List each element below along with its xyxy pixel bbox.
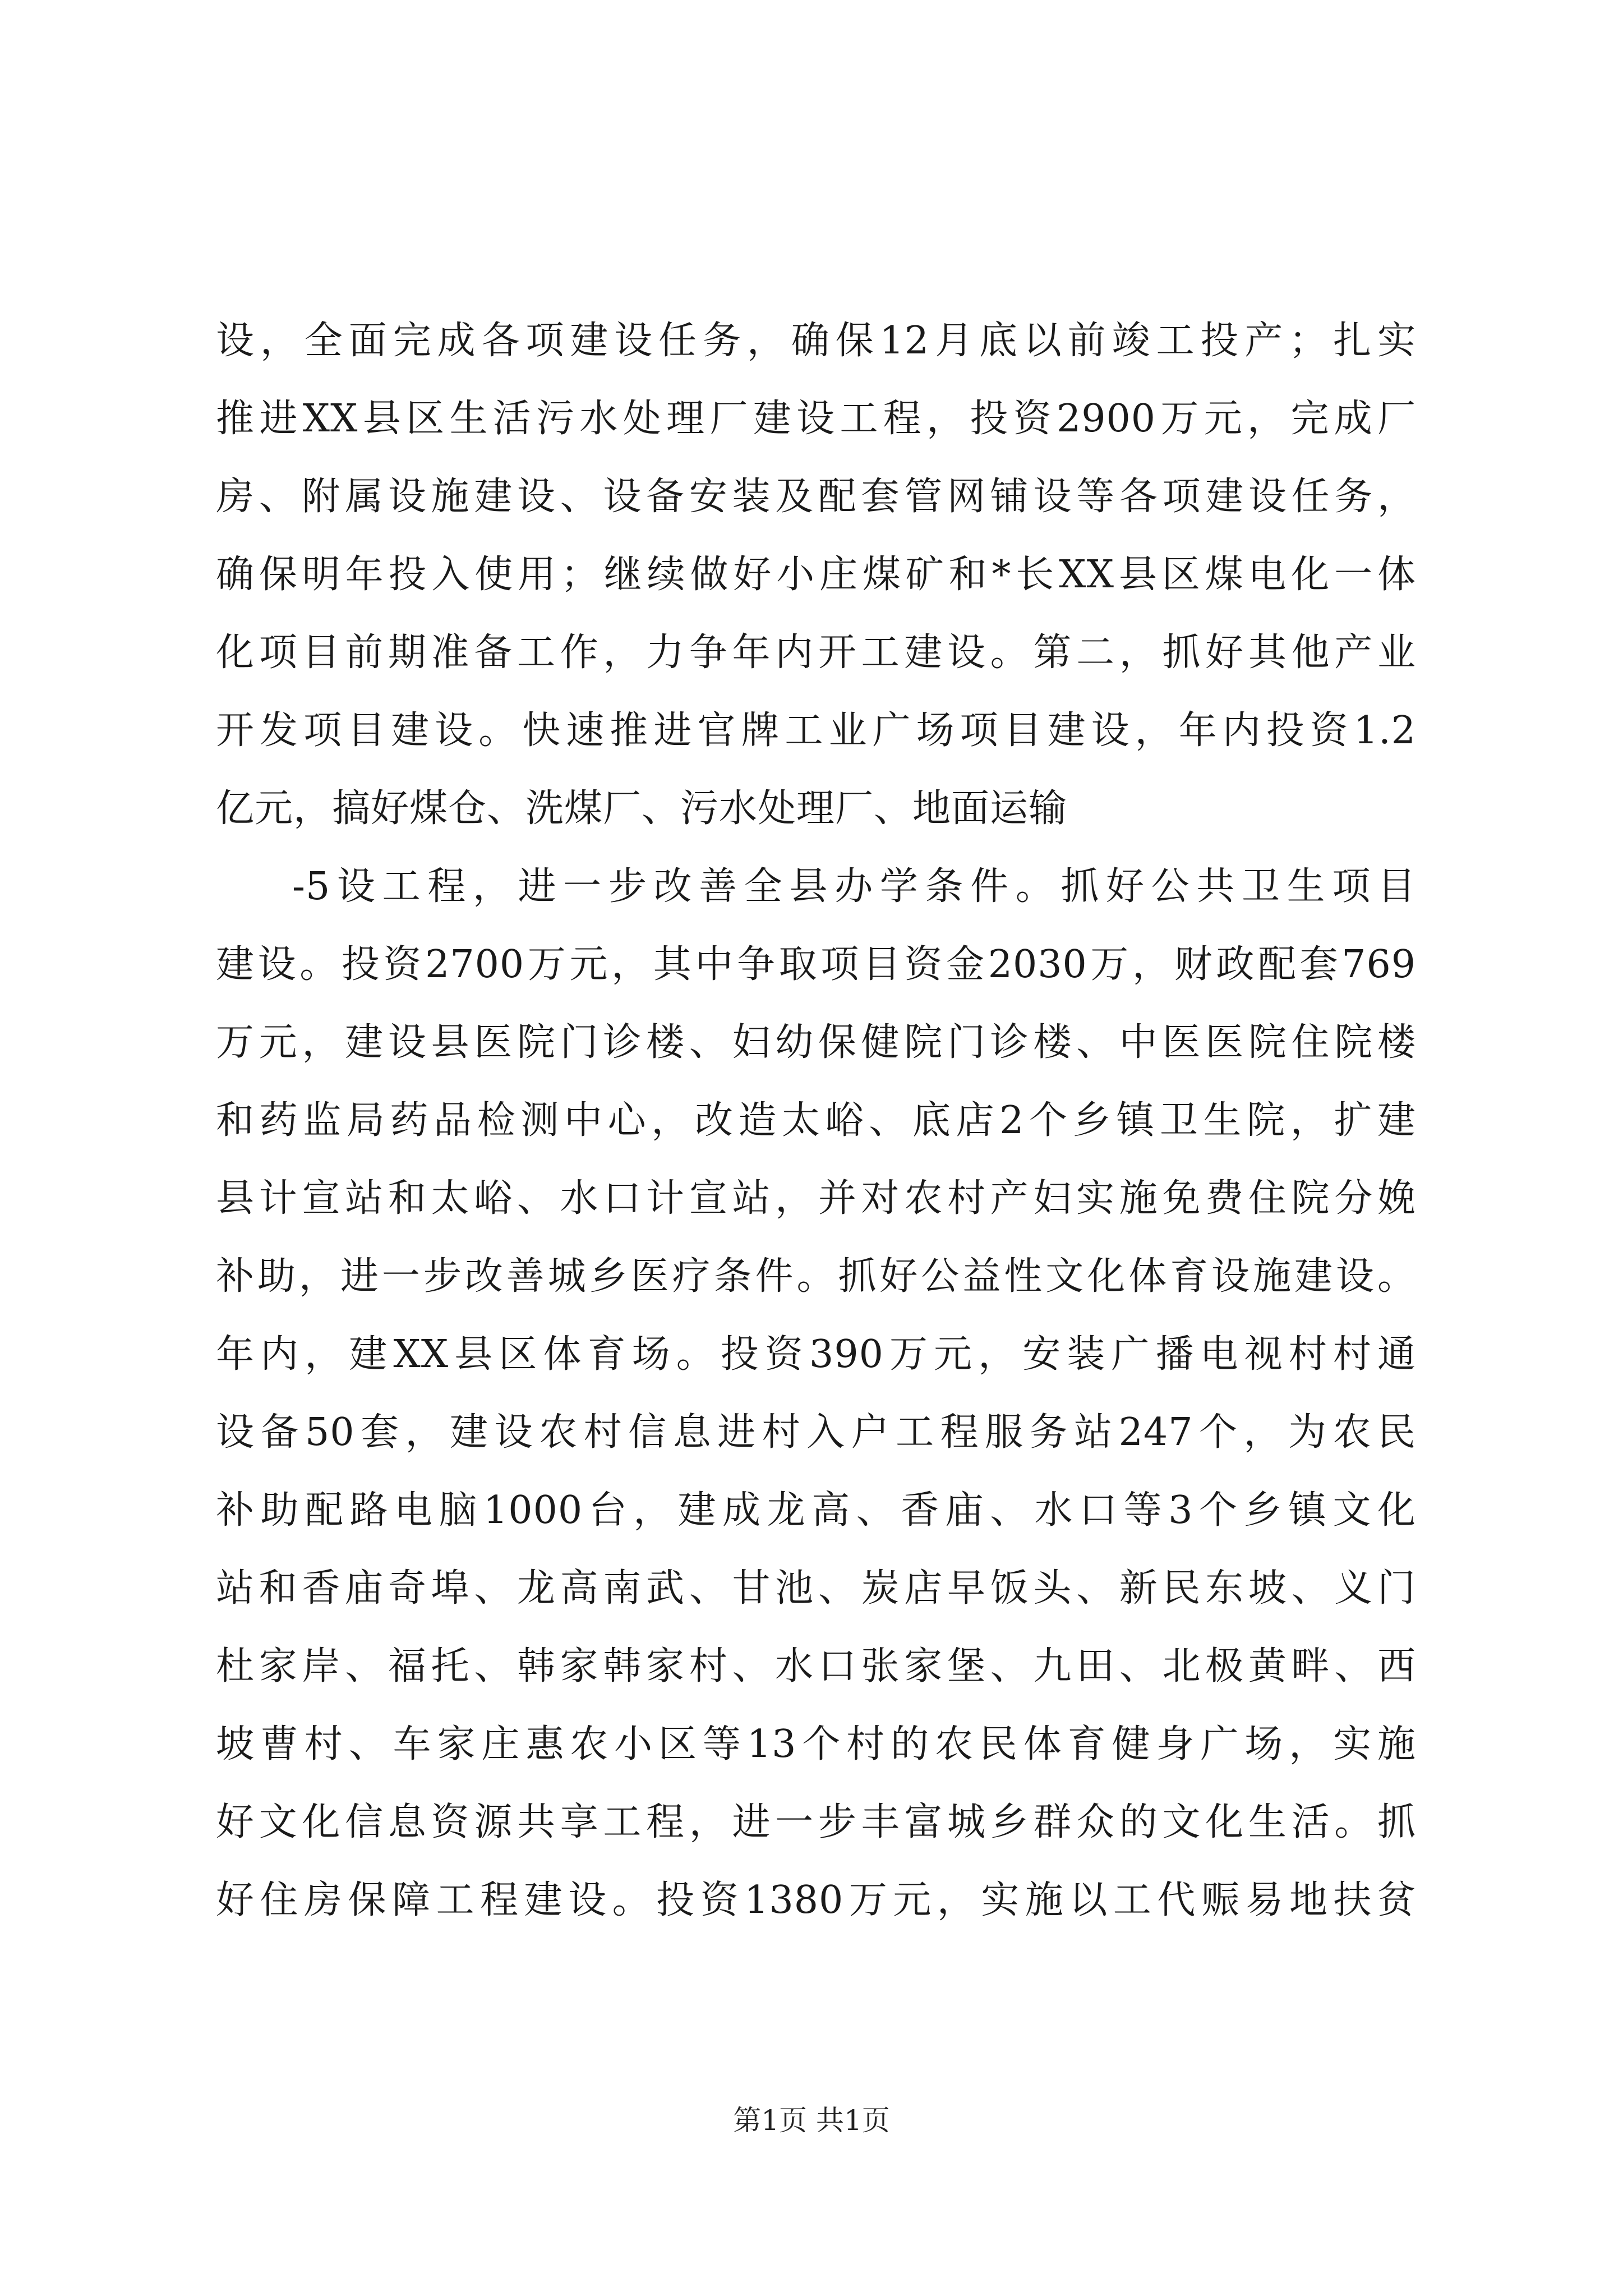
text-line: 房、附属设施建设、设备安装及配套管网铺设等各项建设任务， (216, 475, 1416, 519)
text-line: 设，全面完成各项建设任务，确保12月底以前竣工投产；扎实 (216, 319, 1416, 363)
text-line: 杜家岸、福托、韩家韩家村、水口张家堡、九田、北极黄畔、西 (216, 1644, 1416, 1688)
text-line: 推进XX县区生活污水处理厂建设工程，投资2900万元，完成厂 (216, 397, 1416, 441)
text-line: 万元，建设县医院门诊楼、妇幼保健院门诊楼、中医医院住院楼 (216, 1020, 1416, 1065)
text-line: 补助配路电脑1000台，建成龙高、香庙、水口等3个乡镇文化 (216, 1488, 1416, 1533)
text-line: 设备50套，建设农村信息进村入户工程服务站247个，为农民 (216, 1410, 1416, 1455)
text-line: 补助，进一步改善城乡医疗条件。抓好公益性文化体育设施建设。 (216, 1254, 1416, 1299)
text-line: 开发项目建设。快速推进官牌工业广场项目建设，年内投资1.2 (216, 708, 1416, 753)
page-number-label: 第1页 共1页 (733, 2104, 890, 2137)
body-text (216, 302, 1416, 1939)
text-line: 化项目前期准备工作，力争年内开工建设。第二，抓好其他产业 (216, 631, 1416, 675)
page-footer (0, 2101, 1623, 2140)
text-line: 和药监局药品检测中心，改造太峪、底店2个乡镇卫生院，扩建 (216, 1098, 1416, 1143)
text-line: 年内，建XX县区体育场。投资390万元，安装广播电视村村通 (216, 1332, 1416, 1377)
text-line: 站和香庙奇埠、龙高南武、甘池、炭店早饭头、新民东坡、义门 (216, 1566, 1416, 1611)
text-line: 县计宣站和太峪、水口计宣站，并对农村产妇实施免费住院分娩 (216, 1176, 1416, 1221)
text-line-indented: -5设工程，进一步改善全县办学条件。抓好公共卫生项目 (292, 864, 1416, 909)
text-line: 好住房保障工程建设。投资1380万元，实施以工代赈易地扶贫 (216, 1878, 1416, 1922)
text-line: 亿元，搞好煤仓、洗煤厂、污水处理厂、地面运输 (216, 786, 1068, 831)
text-line: 建设。投资2700万元，其中争取项目资金2030万，财政配套769 (216, 942, 1416, 987)
text-line: 坡曹村、车家庄惠农小区等13个村的农民体育健身广场，实施 (216, 1722, 1416, 1766)
text-line: 确保明年投入使用；继续做好小庄煤矿和*长XX县区煤电化一体 (216, 553, 1416, 597)
text-line: 好文化信息资源共享工程，进一步丰富城乡群众的文化生活。抓 (216, 1800, 1416, 1844)
